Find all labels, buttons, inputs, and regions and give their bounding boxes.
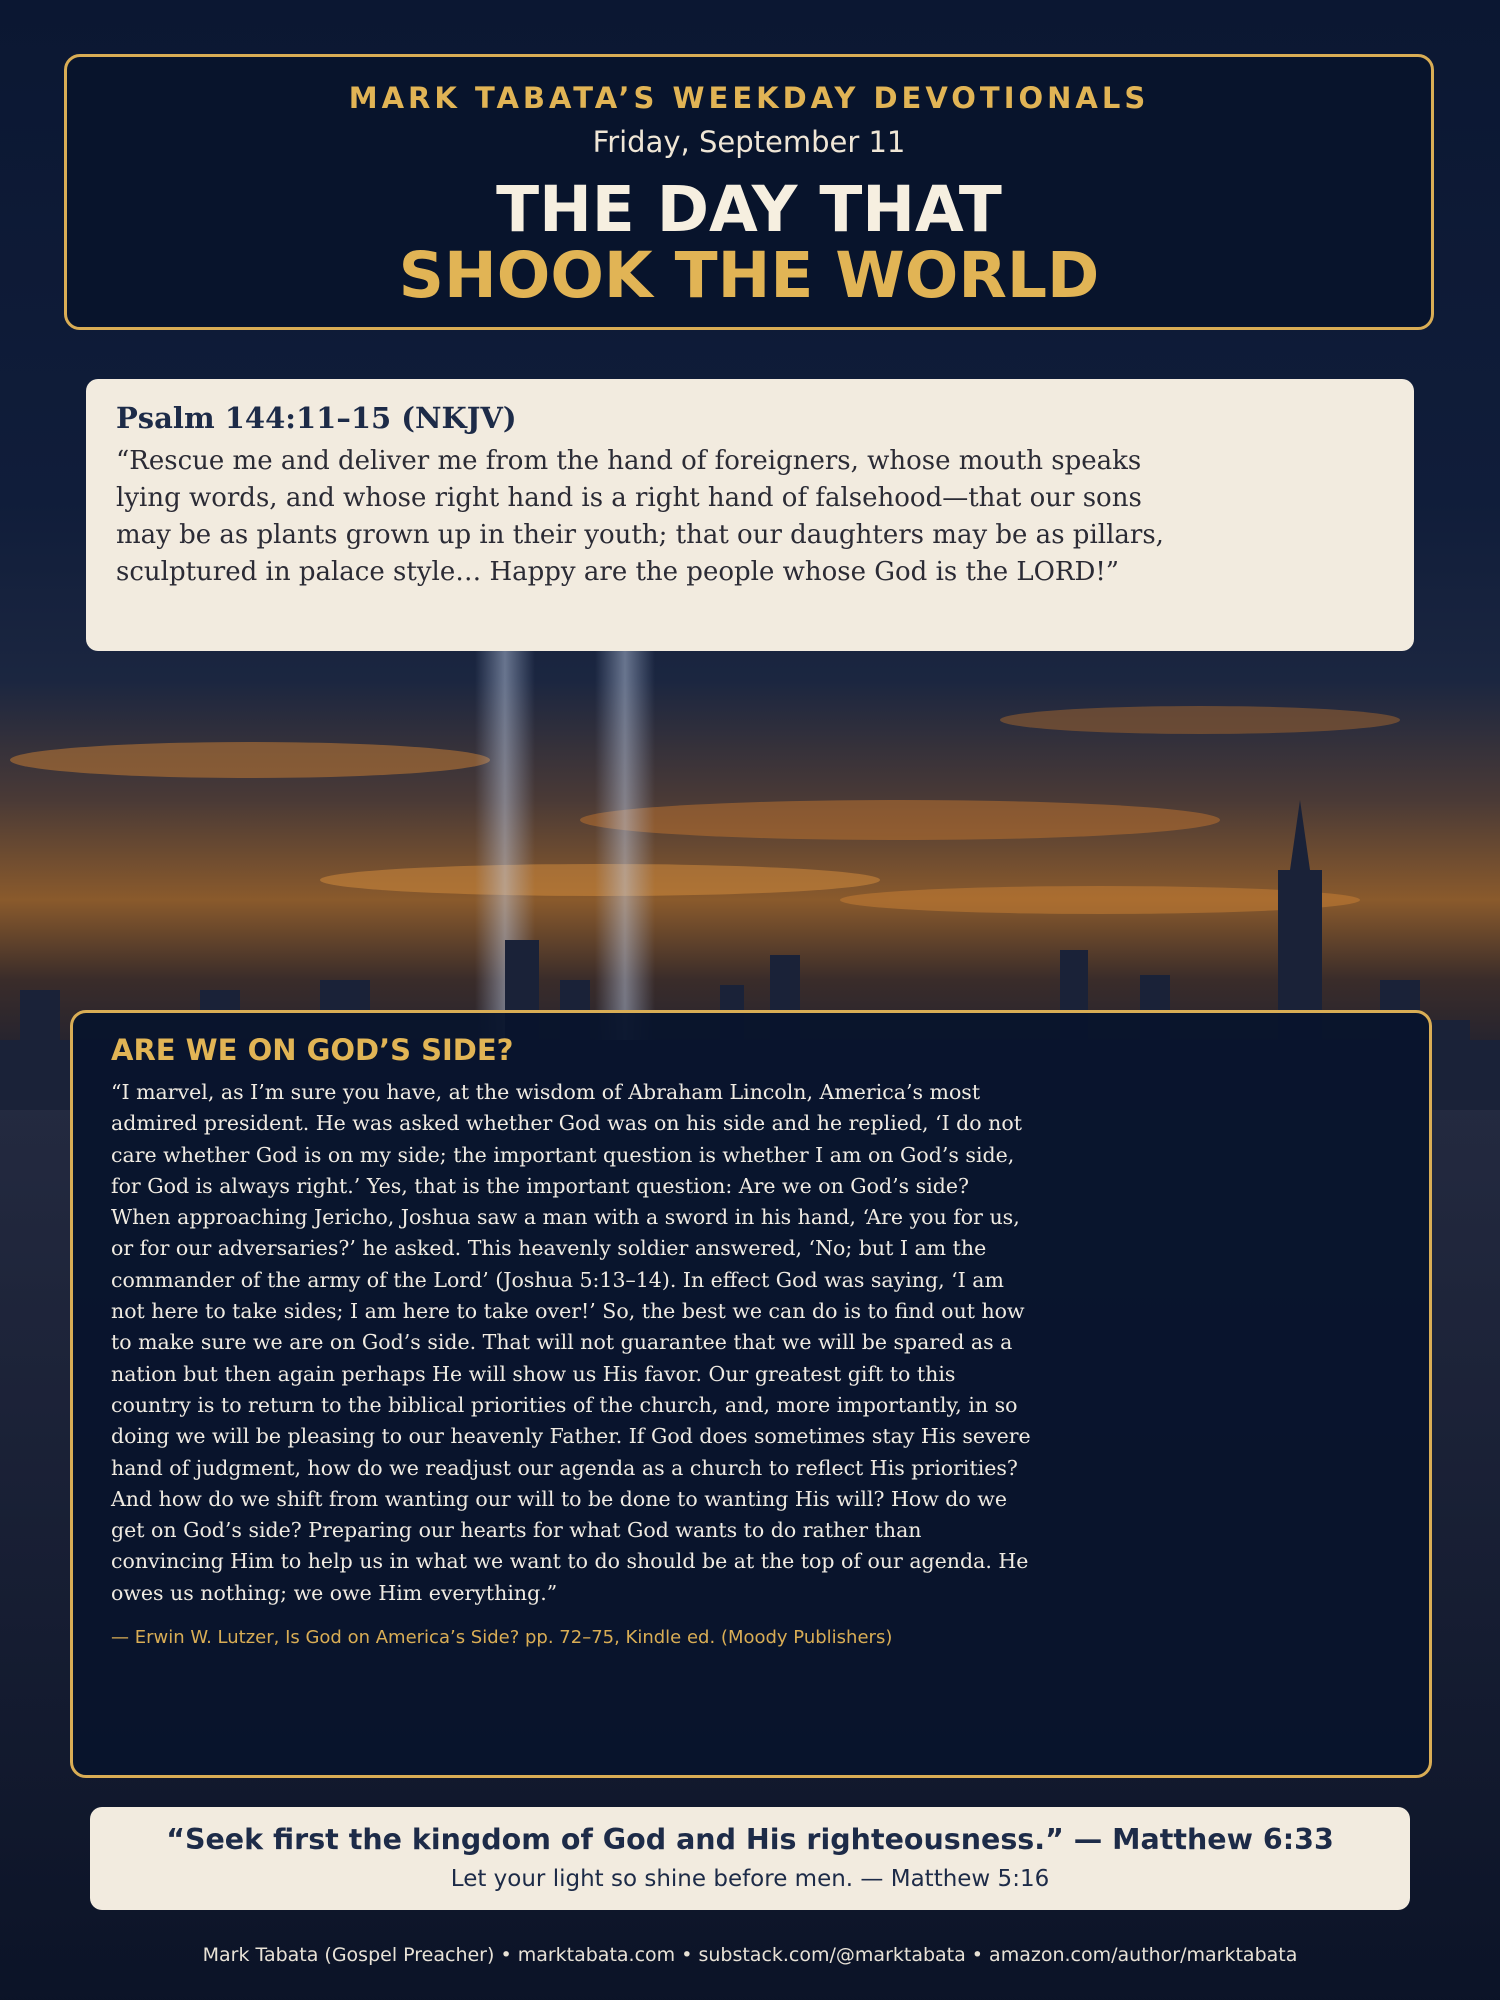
article-heading: ARE WE ON GOD’S SIDE? [111,1033,514,1067]
verse-main: “Seek first the kingdom of God and His righteousness.” — Matthew 6:33 [166,1823,1334,1856]
page-title-line2: SHOOK THE WORLD [398,239,1100,312]
article-body: “I marvel, as I’m sure you have, at the wisdom of Abraham Lincoln, America’s most admired president. He was asked whether God was on his side and he replied, ‘I do not care whether God is on my side; the important question is whether I am on God’s side, for God is always right.’ Yes, that is the important question: Are we on God’s side? When approaching Jericho, Joshua saw a man with a sword in his hand, ‘Are you for us, or for our adversaries?’ he asked. This heavenly soldier answered, ‘No; but I am the commander of the army of the Lord’ (Joshua 5:13–14). In effect God was saying, ‘I am not here to take sides; I am here to take over!’ So, the best we can do is to find out how to make sure we are on God’s side. That will not guarantee that we will be spared as a nation but then again perhaps He will show us His favor. Our greatest gift to this country is to return to the biblical priorities of the church, and, more importantly, in so doing we will be pleasing to our heavenly Father. If God does sometimes stay His severe hand of judgment, how do we readjust our agenda as a church to reflect His priorities? And how do we shift from wanting our will to be done to wanting His will? How do we get on God’s side? Preparing our hearts for what God wants to do rather than convincing Him to help us in what we want to do should be at the top of our agenda. He owes us nothing; we owe Him everything.” [111,1080,1031,1605]
series-title: MARK TABATA’S WEEKDAY DEVOTIONALS [348,81,1150,115]
page-title-line1: THE DAY THAT [496,173,1002,246]
verse-sub: Let your light so shine before men. — Matthew 5:16 [450,1866,1050,1892]
verse-banner [90,1807,1410,1910]
article-card [70,1010,1432,1778]
scripture-card [86,379,1414,651]
footer-links: Mark Tabata (Gospel Preacher) • marktabata.com • substack.com/@marktabata • amazon.com/author/marktabata [202,1944,1298,1966]
scripture-text: “Rescue me and deliver me from the hand of foreigners, whose mouth speaks lying words, and whose right hand is a right hand of falsehood—that our sons may be as plants grown up in their youth; that our daughters may be as pillars, sculptured in palace style… Happy are the people whose God is the LORD!” [116,446,1164,587]
devotional-date: Friday, September 11 [592,125,906,159]
devotional-header [64,54,1434,330]
article-citation: — Erwin W. Lutzer, Is God on America’s Side? pp. 72–75, Kindle ed. (Moody Publishers) [111,1627,893,1649]
scripture-reference: Psalm 144:11–15 (NKJV) [116,401,517,435]
